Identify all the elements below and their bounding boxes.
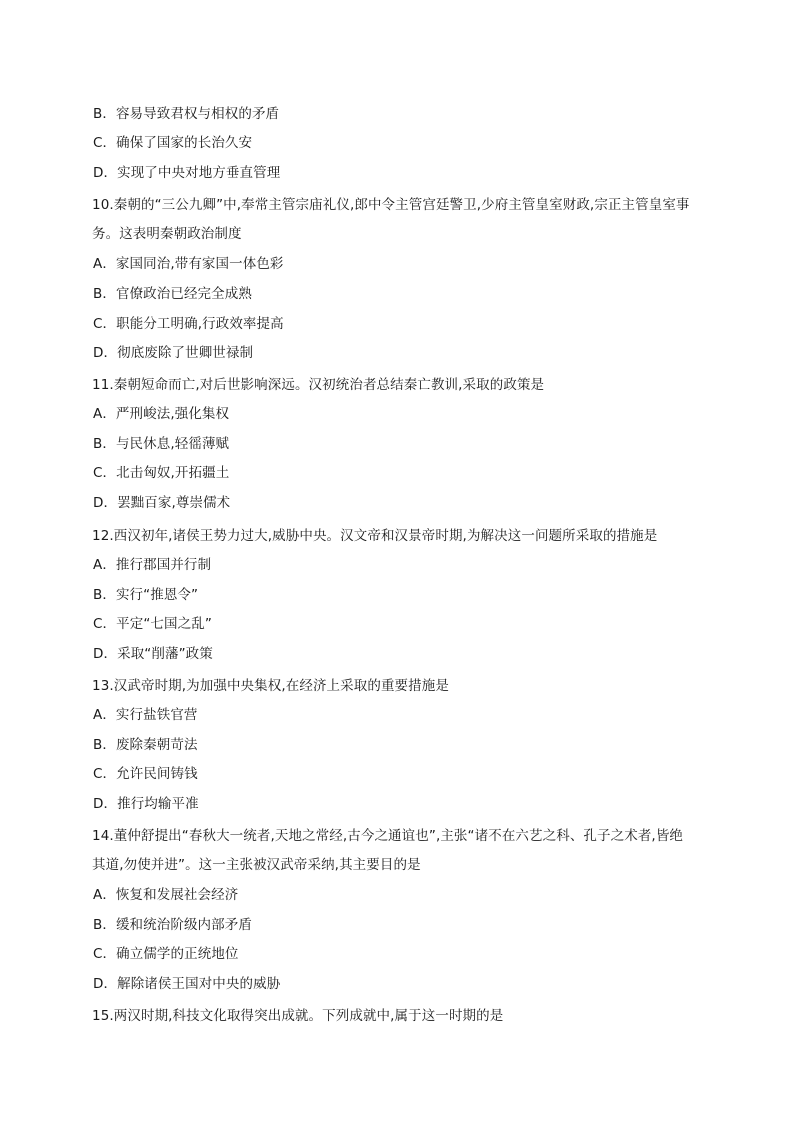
q10-stem-line-1: 10.秦朝的“三公九卿”中,奉常主管宗庙礼仪,郎中令主管宫廷警卫,少府主管皇室财政,宗正主管皇室事 xyxy=(92,197,690,213)
q13-option-a: A．实行盐铁官营 xyxy=(93,707,198,723)
q14-option-d: D．解除诸侯王国对中央的威胁 xyxy=(93,976,281,992)
q10-stem-line-2: 务。这表明秦朝政治制度 xyxy=(92,226,242,242)
q10-option-b: B．官僚政治已经完全成熟 xyxy=(93,286,252,302)
q12-option-a: A．推行郡国并行制 xyxy=(93,557,212,573)
q11-stem-line-1: 11.秦朝短命而亡,对后世影响深远。汉初统治者总结秦亡教训,采取的政策是 xyxy=(92,377,545,393)
q11-option-c: C．北击匈奴,开拓疆土 xyxy=(93,465,230,481)
q13-option-c: C．允许民间铸钱 xyxy=(93,766,198,782)
q14-stem-line-1: 14.董仲舒提出“春秋大一统者,天地之常经,古今之通谊也”,主张“诸不在六艺之科、孔子之术者,皆绝 xyxy=(92,828,684,844)
q10-option-a: A．家国同治,带有家国一体色彩 xyxy=(93,256,284,272)
q11-option-d: D．罢黜百家,尊崇儒术 xyxy=(93,495,231,511)
q13-option-b: B．废除秦朝苛法 xyxy=(93,737,198,753)
q15-stem-line-1: 15.两汉时期,科技文化取得突出成就。下列成就中,属于这一时期的是 xyxy=(92,1008,504,1024)
q12-stem-line-1: 12.西汉初年,诸侯王势力过大,威胁中央。汉文帝和汉景帝时期,为解决这一问题所采取的措施是 xyxy=(92,528,658,544)
q14-option-b: B．缓和统治阶级内部矛盾 xyxy=(93,917,252,933)
q14-stem-line-2: 其道,勿使并进”。这一主张被汉武帝采纳,其主要目的是 xyxy=(92,857,421,873)
q10-option-d: D．彻底废除了世卿世禄制 xyxy=(93,345,254,361)
q14-option-c: C．确立儒学的正统地位 xyxy=(93,946,239,962)
q11-option-a: A．严刑峻法,强化集权 xyxy=(93,406,230,422)
q9-option-d: D．实现了中央对地方垂直管理 xyxy=(93,165,281,181)
q14-option-a: A．恢复和发展社会经济 xyxy=(93,887,239,903)
q12-option-c: C．平定“七国之乱” xyxy=(93,616,212,632)
q12-option-b: B．实行“推恩令” xyxy=(93,587,199,603)
q12-option-d: D．采取“削藩”政策 xyxy=(93,646,213,662)
q9-option-b: B．容易导致君权与相权的矛盾 xyxy=(93,106,280,122)
q11-option-b: B．与民休息,轻徭薄赋 xyxy=(93,436,230,452)
q13-stem-line-1: 13.汉武帝时期,为加强中央集权,在经济上采取的重要措施是 xyxy=(92,678,449,694)
q13-option-d: D．推行均输平准 xyxy=(93,796,199,812)
q10-option-c: C．职能分工明确,行政效率提高 xyxy=(93,316,284,332)
q9-option-c: C．确保了国家的长治久安 xyxy=(93,135,253,151)
